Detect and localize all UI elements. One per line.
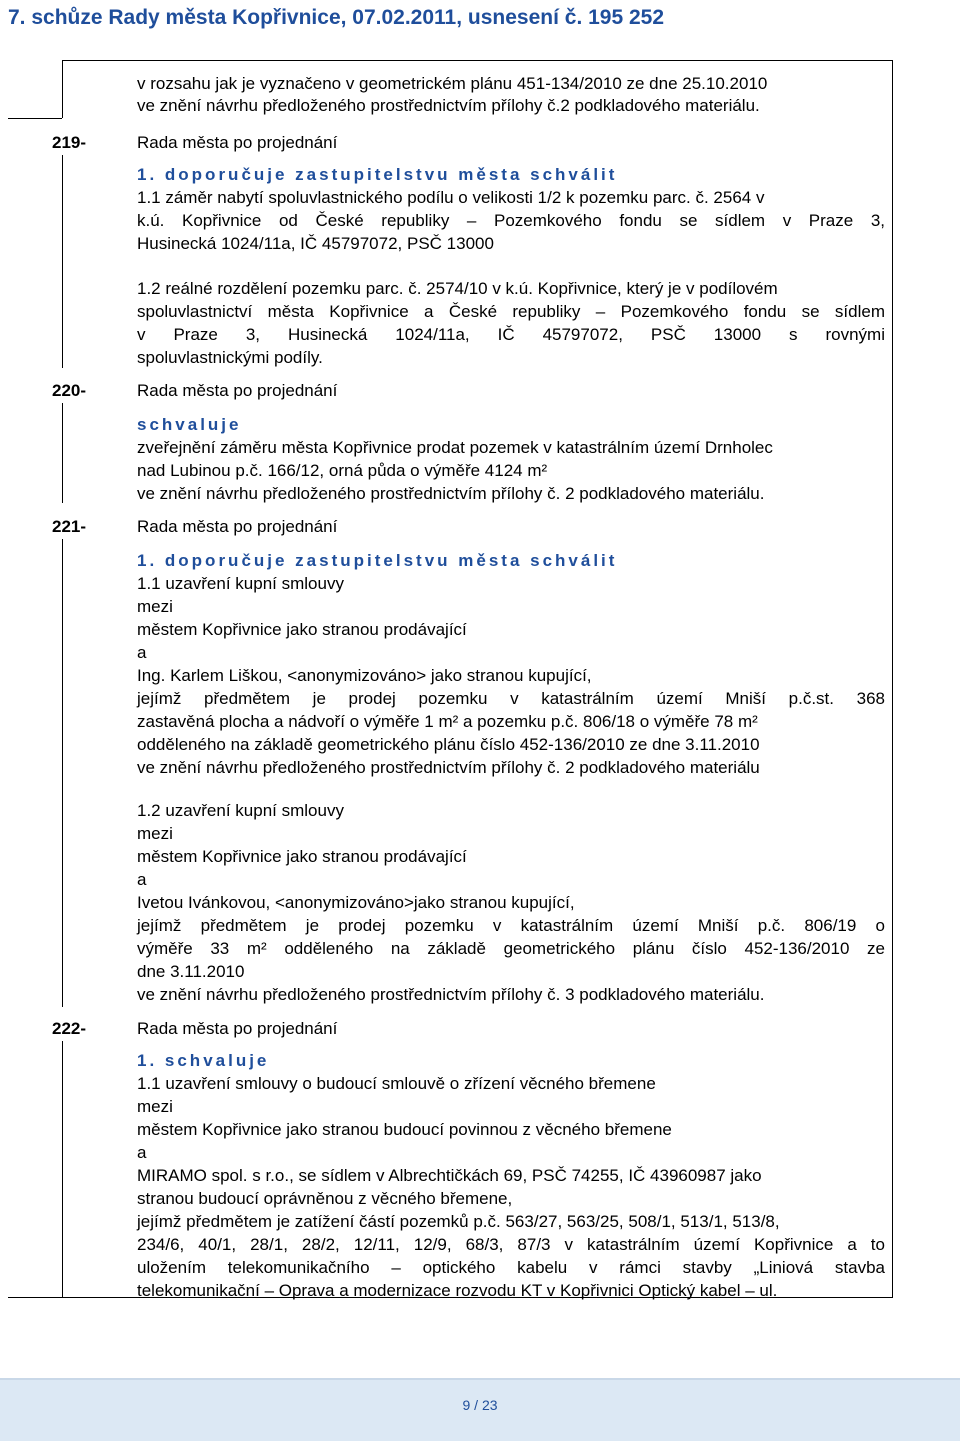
text-line: 1.2 reálné rozdělení pozemku parc. č. 2574/10 v k.ú. Kopřivnice, který je v podílovém: [137, 279, 778, 298]
text-line: výměře 33 m² odděleného na základě geometrického plánu číslo 452-136/2010 ze: [137, 939, 885, 958]
row-divider: [8, 118, 62, 119]
text-line: Ing. Karlem Liškou, <anonymizováno> jako stranou kupující,: [137, 666, 592, 685]
text-line: uložením telekomunikačního – optického kabelu v rámci stavby „Liniová stavba: [137, 1258, 885, 1277]
text-line: spoluvlastnictví města Kopřivnice a České republiky – Pozemkového fondu se sídlem: [137, 302, 885, 321]
resolution-intro: Rada města po projednání: [137, 133, 338, 152]
resolution-intro: Rada města po projednání: [137, 517, 338, 536]
recommendation-heading: 1. doporučuje zastupitelstvu města schválit: [137, 165, 618, 184]
text-line: městem Kopřivnice jako stranou budoucí povinnou z věcného břemene: [137, 1120, 672, 1139]
resolution-number: 220-: [52, 381, 87, 400]
text-line: Ivetou Ivánkovou, <anonymizováno>jako stranou kupující,: [137, 893, 575, 912]
approval-heading: schvaluje: [137, 415, 242, 434]
resolution-number: 221-: [52, 517, 87, 536]
text-line: 1.1 uzavření kupní smlouvy: [137, 574, 344, 593]
text-line: 234/6, 40/1, 28/1, 28/2, 12/11, 12/9, 68/3, 87/3 v katastrálním území Kopřivnice a to: [137, 1235, 885, 1254]
text-line: 1.1 uzavření smlouvy o budoucí smlouvě o zřízení věcného břemene: [137, 1074, 656, 1093]
text-line: ve znění návrhu předloženého prostřednictvím přílohy č. 2 podkladového materiálu: [137, 758, 760, 777]
text-line: MIRAMO spol. s r.o., se sídlem v Albrechtičkách 69, PSČ 74255, IČ 43960987 jako: [137, 1166, 762, 1185]
table-top-rule: [62, 60, 893, 61]
text-line: jejímž předmětem je prodej pozemku v katastrálním území Mniší p.č.st. 368: [137, 689, 885, 708]
text-line: spoluvlastnickými podíly.: [137, 348, 323, 367]
text-line: odděleného na základě geometrického plánu číslo 452-136/2010 ze dne 3.11.2010: [137, 735, 760, 754]
text-line: mezi: [137, 824, 173, 843]
text-line: 1.2 uzavření kupní smlouvy: [137, 801, 344, 820]
table-right-rule: [892, 60, 893, 1298]
text-line: a: [137, 870, 147, 889]
row-divider: [62, 60, 63, 118]
text-line: jejímž předmětem je prodej pozemku v katastrálním území Mniší p.č. 806/19 o: [137, 916, 885, 935]
text-line: městem Kopřivnice jako stranou prodávající: [137, 620, 467, 639]
text-line: Husinecká 1024/11a, IČ 45797072, PSČ 13000: [137, 234, 494, 253]
text-line: a: [137, 1143, 147, 1162]
column-divider: [62, 403, 63, 503]
recommendation-heading: 1. doporučuje zastupitelstvu města schválit: [137, 551, 618, 570]
text-line: telekomunikační – Oprava a modernizace rozvodu KT v Kopřivnici Optický kabel – ul.: [137, 1281, 778, 1300]
resolution-intro: Rada města po projednání: [137, 1019, 338, 1038]
text-line: 1.1 záměr nabytí spoluvlastnického podílu o velikosti 1/2 k pozemku parc. č. 2564 v: [137, 188, 765, 207]
text-line: zastavěná plocha a nádvoří o výměře 1 m² a pozemku p.č. 806/18 o výměře 78 m²: [137, 712, 758, 731]
text-line: v Praze 3, Husinecká 1024/11a, IČ 45797072, PSČ 13000 s rovnými: [137, 325, 885, 344]
page-header: 7. schůze Rady města Kopřivnice, 07.02.2011, usnesení č. 195 252: [8, 6, 665, 29]
text-line: a: [137, 643, 147, 662]
text-line: nad Lubinou p.č. 166/12, orná půda o výměře 4124 m²: [137, 461, 548, 480]
page-number: 9 / 23: [462, 1397, 498, 1413]
text-line: k.ú. Kopřivnice od České republiky – Pozemkového fondu se sídlem v Praze 3,: [137, 211, 885, 230]
text-line: ve znění návrhu předloženého prostřednictvím přílohy č. 2 podkladového materiálu.: [137, 484, 765, 503]
resolution-intro: Rada města po projednání: [137, 381, 338, 400]
resolution-number: 222-: [52, 1019, 87, 1038]
text-line: ve znění návrhu předloženého prostřednictvím přílohy č.2 podkladového materiálu.: [137, 96, 760, 115]
column-divider: [62, 1041, 63, 1298]
text-line: ve znění návrhu předloženého prostřednictvím přílohy č. 3 podkladového materiálu.: [137, 985, 765, 1004]
approval-heading: 1. schvaluje: [137, 1051, 270, 1070]
text-line: mezi: [137, 1097, 173, 1116]
text-line: městem Kopřivnice jako stranou prodávající: [137, 847, 467, 866]
text-line: zveřejnění záměru města Kopřivnice prodat pozemek v katastrálním území Drnholec: [137, 438, 773, 457]
resolution-number: 219-: [52, 133, 87, 152]
text-line: v rozsahu jak je vyznačeno v geometrickém plánu 451-134/2010 ze dne 25.10.2010: [137, 74, 768, 93]
text-line: stranou budoucí oprávněnou z věcného břemene,: [137, 1189, 513, 1208]
column-divider: [62, 539, 63, 1007]
column-divider: [62, 155, 63, 368]
text-line: mezi: [137, 597, 173, 616]
text-line: dne 3.11.2010: [137, 962, 245, 981]
text-line: jejímž předmětem je zatížení částí pozemků p.č. 563/27, 563/25, 508/1, 513/1, 513/8,: [137, 1212, 780, 1231]
